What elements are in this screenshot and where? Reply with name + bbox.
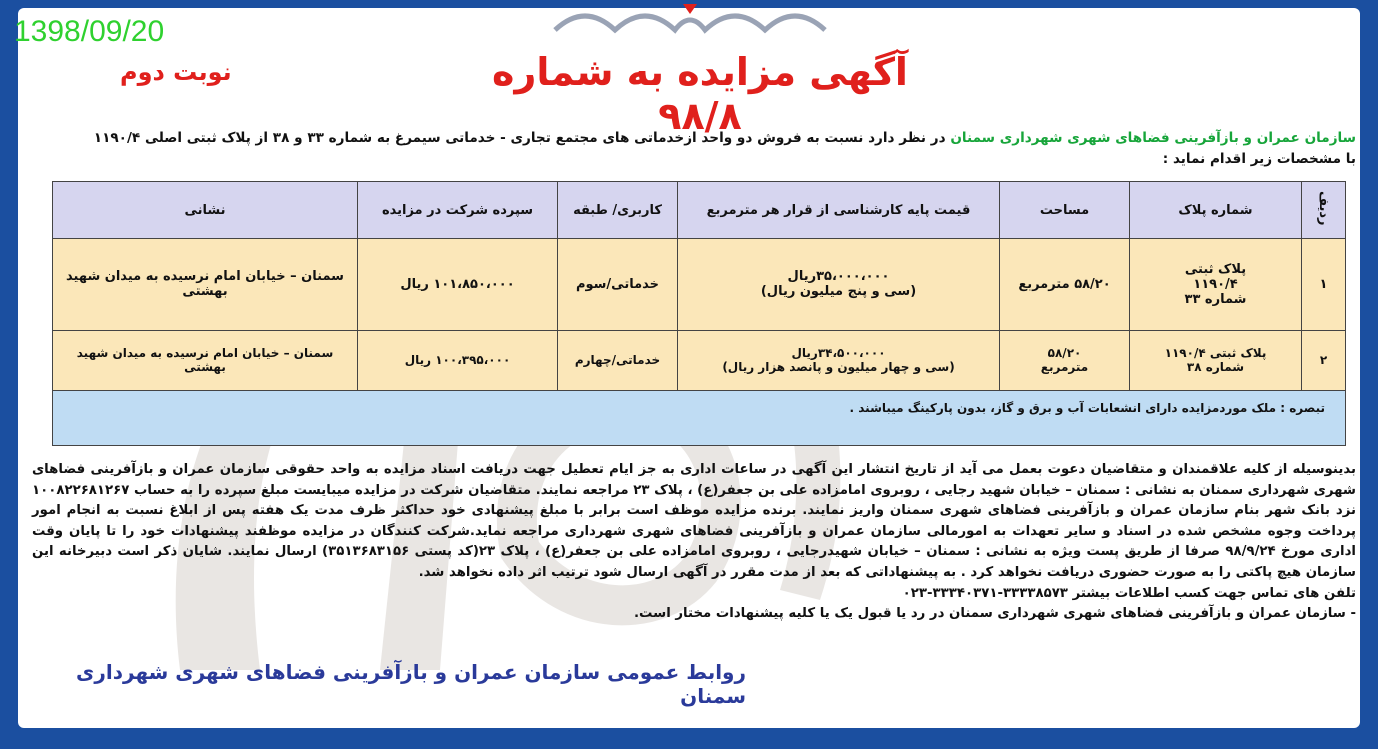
- intro-paragraph: [36, 128, 1356, 170]
- notice-title: آگهی مزایده به شماره ۹۸/۸: [492, 50, 908, 138]
- cell-price: ۳۵،۰۰۰،۰۰۰ریال (سی و پنج میلیون ریال): [678, 239, 1000, 331]
- table-note: تبصره : ملک موردمزایده دارای انشعابات آب و برق و گاز، بدون پارکینگ میباشند .: [53, 391, 1346, 446]
- table-note-row: [53, 391, 1346, 446]
- table-row: [53, 239, 1346, 331]
- cell-no: ۱: [1302, 239, 1346, 331]
- intro-line2: با مشخصات زیر اقدام نماید :: [1162, 151, 1356, 167]
- cell-area: ۵۸/۲۰ مترمربع: [1000, 330, 1130, 390]
- contact-phones: تلفن های تماس جهت کسب اطلاعات بیشتر ۳۳۳۳۸۵۷۳-۳۳۳۴۰۳۷۱-۰۲۳: [902, 585, 1356, 601]
- cell-plate: پلاک ثبتی ۱۱۹۰/۴ شماره ۳۳: [1130, 239, 1302, 331]
- header-usage: کاربری/ طبقه: [558, 182, 678, 239]
- cell-usage: خدماتی/چهارم: [558, 330, 678, 390]
- top-ornament-icon: [545, 0, 835, 36]
- intro-org-name: سازمان عمران و بازآفرینی فضاهای شهری شهرداری سمنان: [950, 130, 1356, 146]
- cell-usage: خدماتی/سوم: [558, 239, 678, 331]
- reservation-clause: - سازمان عمران و بازآفرینی فضاهای شهری شهرداری سمنان در رد یا قبول یک یا کلیه پیشنهادات مختار است.: [634, 606, 1356, 622]
- header-plate: شماره پلاک: [1130, 182, 1302, 239]
- round-label: نوبت دوم: [120, 58, 232, 86]
- body-text: [32, 460, 1356, 625]
- cell-plate: پلاک ثبتی ۱۱۹۰/۴ شماره ۳۸: [1130, 330, 1302, 390]
- cell-no: ۲: [1302, 330, 1346, 390]
- header-deposit: سپرده شرکت در مزایده: [358, 182, 558, 239]
- date-stamp: 1398/09/20: [14, 15, 165, 48]
- cell-price: ۳۴،۵۰۰،۰۰۰ریال (سی و چهار میلیون و پانصد هزار ریال): [678, 330, 1000, 390]
- body-paragraph: بدینوسیله از کلیه علاقمندان و متقاضیان دعوت بعمل می آید از تاریخ انتشار این آگهی در ساعات اداری به جز ایام تعطیل جهت دریافت اسناد مزایده به واحد حقوقی سازمان عمران و بازآفرینی فضاهای شهری شهرداری سمنان به نشانی : سمنان – خیابان شهید رجایی ، روبروی امامزاده علی بن جعفر(ع) ، پلاک ۲۳ مراجعه نمایند. متقاضیان شرکت در مزایده میبایست مبلغ سپرده را به حساب ۱۰۰۸۲۲۶۸۱۲۶۷ نزد بانک شهر بنام سازمان عمران و بازآفرینی فضاهای شهری سمنان واریز نمایند. برنده مزایده موظف است برابر با مبلغ پیشنهادی خود حداکثر ظرف مدت یک هفته پس از ابلاغ نسبت به انجام امور پرداخت وجوه مشخص شده در اسناد و سایر تعهدات به امورمالی سازمان عمران و بازآفرینی فضاهای شهری شهرداری مراجعه نماید.شرکت کنندگان در مزایده موظفند پیشنهادات خود را تا پایان وقت اداری مورخ ۹۸/۹/۲۴ صرفا از طریق پست ویژه به نشانی : سمنان – خیابان شهیدرجایی ، روبروی امامزاده علی بن جعفر(ع) ، پلاک ۲۳(کد پستی ۳۵۱۳۶۸۳۱۵۶) ارسال نمایند. شایان ذکر است دبیرخانه این سازمان هیچ پاکتی را به صورت حضوری دریافت نخواهد کرد . به پیشنهاداتی که بعد از مدت مقرر در آگهی ارسال شود ترتیب اثر داده نخواهد شد.: [32, 462, 1356, 580]
- header-base-price: قیمت پایه کارشناسی از قرار هر مترمربع: [678, 182, 1000, 239]
- header-address: نشانی: [53, 182, 358, 239]
- intro-text: در نظر دارد نسبت به فروش دو واحد ازخدماتی های مجتمع تجاری - خدماتی سیمرغ به شماره ۳۳ و ۳۸ از پلاک ثبتی اصلی ۱۱۹۰/۴: [93, 130, 951, 146]
- table-row: [53, 330, 1346, 390]
- signature: روابط عمومی سازمان عمران و بازآفرینی فضاهای شهری شهرداری سمنان: [76, 660, 746, 708]
- cell-deposit: ۱۰۰،۳۹۵،۰۰۰ ریال: [358, 330, 558, 390]
- cell-address: سمنان – خیابان امام نرسیده به میدان شهید بهشتی: [53, 239, 358, 331]
- table-header-row: [53, 182, 1346, 239]
- auction-table: [52, 181, 1346, 446]
- header-area: مساحت: [1000, 182, 1130, 239]
- cell-area: ۵۸/۲۰ مترمربع: [1000, 239, 1130, 331]
- cell-deposit: ۱۰۱،۸۵۰،۰۰۰ ریال: [358, 239, 558, 331]
- cell-address: سمنان – خیابان امام نرسیده به میدان شهید بهشتی: [53, 330, 358, 390]
- header-row-no: ردیف: [1302, 182, 1346, 239]
